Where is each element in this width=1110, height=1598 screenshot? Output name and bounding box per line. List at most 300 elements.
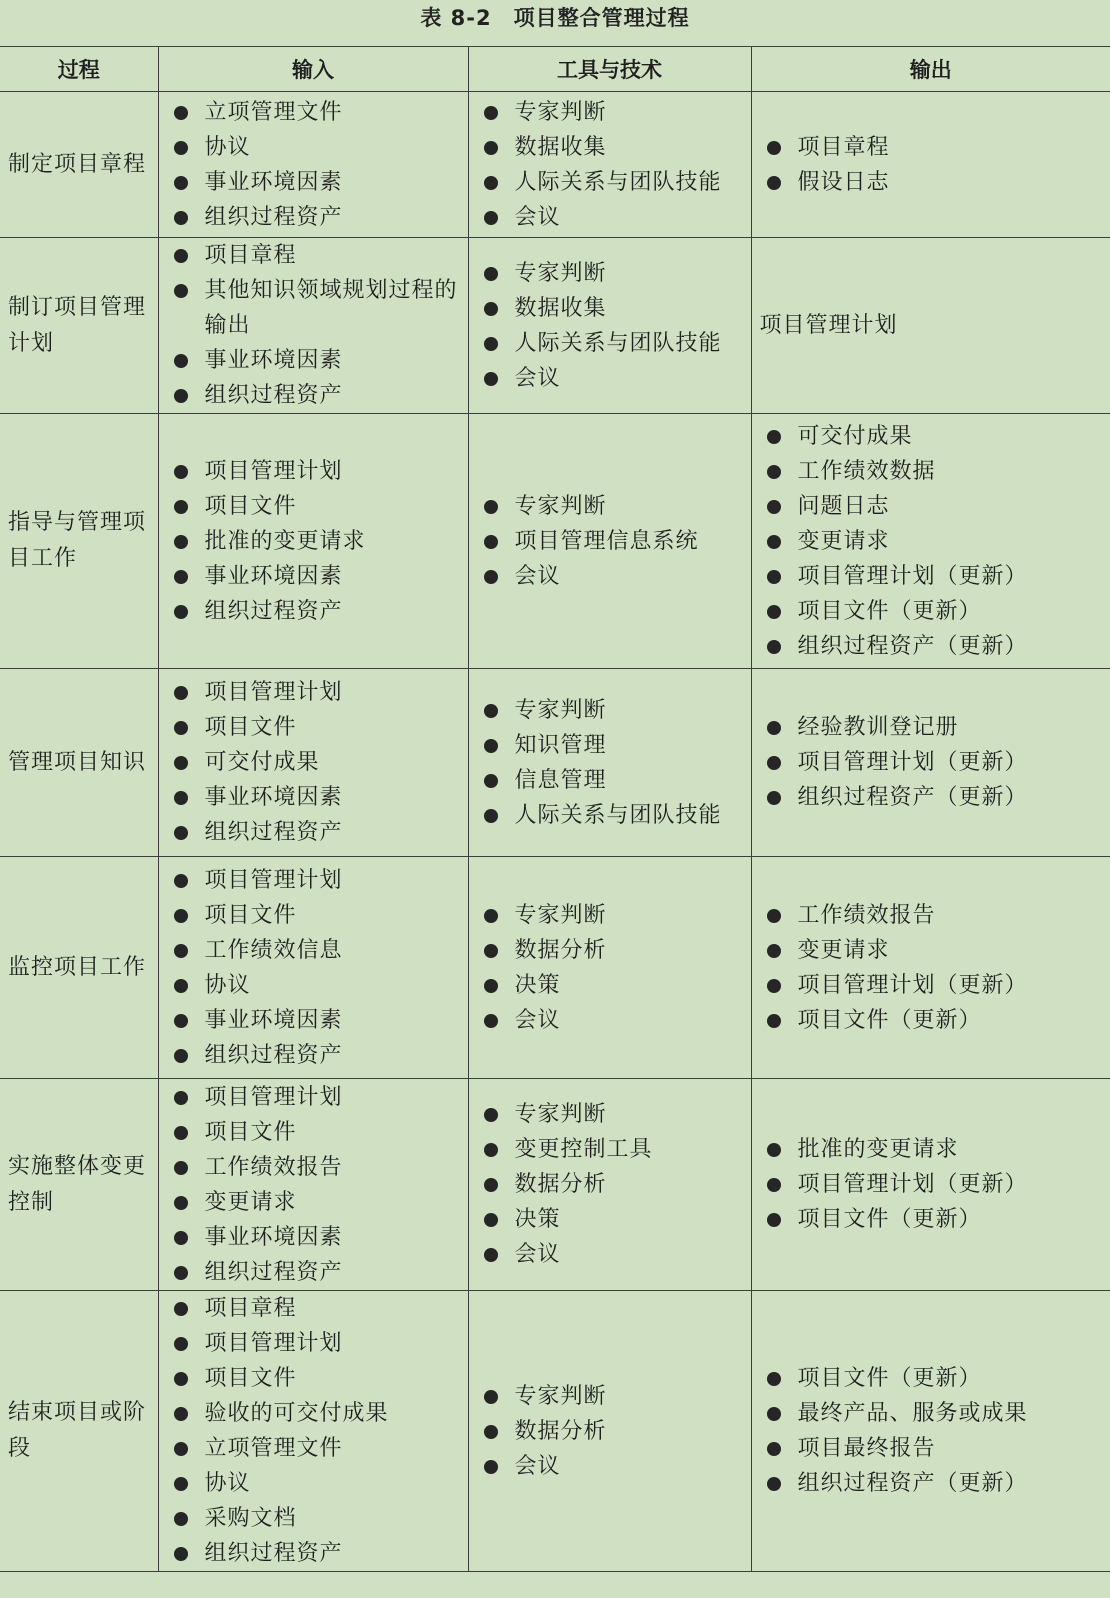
- bullet-icon: [484, 176, 498, 190]
- list-item: [764, 780, 1103, 815]
- bullet-icon: [174, 605, 188, 619]
- outputs-cell: [751, 669, 1110, 857]
- tools-cell: [468, 92, 751, 238]
- list-item: [171, 1080, 460, 1115]
- bullet-icon: [174, 909, 188, 923]
- list-item-text: 专家判断: [514, 1102, 607, 1127]
- inputs-cell: [158, 1291, 468, 1572]
- bullet-icon: [174, 1372, 188, 1386]
- outputs-cell-list: [752, 130, 1110, 200]
- list-item: [171, 1396, 460, 1431]
- tools-cell: [468, 669, 751, 857]
- list-item-text: 会议: [514, 365, 561, 391]
- bullet-icon: [174, 874, 188, 888]
- tools-cell-list: [469, 256, 751, 396]
- list-item-text: 项目管理计划: [204, 458, 343, 484]
- list-item: [764, 594, 1103, 629]
- list-item: [764, 419, 1103, 454]
- list-item: [764, 1167, 1103, 1202]
- outputs-cell: [751, 92, 1110, 238]
- list-item: [764, 629, 1103, 664]
- list-item: [481, 291, 743, 326]
- process-cell: [0, 238, 158, 414]
- bullet-icon: [484, 1108, 498, 1122]
- bullet-icon: [174, 1302, 188, 1316]
- list-item-text: 批准的变更请求: [204, 528, 366, 554]
- process-name: 制定项目章程: [8, 151, 147, 177]
- bullet-icon: [484, 267, 498, 281]
- bullet-icon: [767, 1143, 781, 1157]
- list-item-text: 会议: [514, 204, 561, 230]
- inputs-cell: [158, 414, 468, 669]
- bullet-icon: [484, 1143, 498, 1157]
- list-item-text: 项目文件: [204, 715, 297, 740]
- list-item: [481, 256, 743, 291]
- list-item-text: 项目管理计划: [204, 680, 343, 705]
- list-item-text: 组织过程资产: [204, 1259, 343, 1285]
- list-item-text: 项目最终报告: [797, 1436, 936, 1461]
- bullet-icon: [484, 500, 498, 514]
- tools-cell: [468, 1291, 751, 1572]
- inputs-cell-list: [159, 863, 468, 1073]
- list-item-text: 经验教训登记册: [797, 715, 959, 740]
- process-name: 监控项目工作: [8, 954, 147, 980]
- table-row: [0, 669, 1110, 857]
- table-body: [0, 92, 1110, 1572]
- table-row: [0, 1291, 1110, 1572]
- bullet-icon: [174, 211, 188, 225]
- tools-cell-list: [469, 95, 751, 235]
- list-item-text: 项目管理计划: [204, 1084, 343, 1110]
- table-row: [0, 857, 1110, 1079]
- list-item-text: 假设日志: [797, 169, 890, 195]
- list-item-text: 组织过程资产: [204, 204, 343, 230]
- list-item-text: 工作绩效报告: [204, 1154, 343, 1180]
- list-item-text: 项目管理信息系统: [514, 528, 699, 554]
- list-item-text: 项目文件（更新）: [797, 1207, 982, 1232]
- bullet-icon: [767, 1407, 781, 1421]
- bullet-icon: [174, 1407, 188, 1421]
- list-item-text: 项目文件: [204, 1119, 297, 1145]
- column-header-outputs: 输出: [751, 47, 1110, 92]
- bullet-icon: [174, 500, 188, 514]
- bullet-icon: [174, 1126, 188, 1140]
- list-item: [481, 200, 743, 235]
- outputs-cell: [751, 1291, 1110, 1572]
- list-item: [764, 1466, 1103, 1501]
- tools-cell-list: [469, 1379, 751, 1484]
- list-item: [171, 1150, 460, 1185]
- outputs-cell-list: [752, 1361, 1110, 1501]
- bullet-icon: [767, 1477, 781, 1491]
- bullet-icon: [174, 141, 188, 155]
- list-item: [171, 343, 460, 378]
- list-item: [481, 898, 743, 933]
- bullet-icon: [174, 721, 188, 735]
- bullet-icon: [174, 176, 188, 190]
- list-item-text: 项目管理计划: [204, 1331, 343, 1356]
- list-item-text: 可交付成果: [204, 750, 320, 775]
- list-item: [764, 898, 1103, 933]
- bullet-icon: [484, 302, 498, 316]
- column-header-inputs: 输入: [158, 47, 468, 92]
- list-item-text: 项目章程: [204, 243, 297, 268]
- list-item: [171, 815, 460, 850]
- list-item-text: 变更控制工具: [514, 1137, 653, 1162]
- list-item: [481, 798, 743, 833]
- list-item-text: 数据分析: [514, 1418, 607, 1444]
- list-item: [764, 745, 1103, 780]
- bullet-icon: [174, 1014, 188, 1028]
- bullet-icon: [484, 570, 498, 584]
- list-item-text: 可交付成果: [797, 423, 913, 449]
- list-item-text: 数据收集: [514, 134, 607, 160]
- list-item: [481, 1449, 743, 1484]
- list-item-text: 工作绩效信息: [204, 937, 343, 963]
- list-item: [171, 200, 460, 235]
- bullet-icon: [767, 1372, 781, 1386]
- inputs-cell: [158, 857, 468, 1079]
- list-item-text: 人际关系与团队技能: [514, 330, 722, 356]
- list-item: [171, 1466, 460, 1501]
- list-item: [481, 95, 743, 130]
- list-item-text: 变更请求: [204, 1189, 297, 1215]
- list-item: [171, 165, 460, 200]
- list-item-text: 专家判断: [514, 1383, 607, 1409]
- header-row: [0, 47, 1110, 92]
- list-item: [171, 594, 460, 629]
- list-item: [171, 454, 460, 489]
- list-item-text: 组织过程资产（更新）: [797, 1471, 1028, 1496]
- list-item: [171, 1255, 460, 1290]
- list-item-text: 会议: [514, 563, 561, 589]
- bullet-icon: [767, 141, 781, 155]
- list-item-text: 决策: [514, 972, 561, 998]
- list-item: [171, 1003, 460, 1038]
- list-item-text: 协议: [204, 1471, 251, 1496]
- list-item-text: 组织过程资产: [204, 1541, 343, 1566]
- list-item-text: 专家判断: [514, 493, 607, 519]
- list-item: [481, 693, 743, 728]
- bullet-icon: [767, 909, 781, 923]
- list-item-text: 变更请求: [797, 937, 890, 963]
- list-item-text: 项目文件（更新）: [797, 598, 982, 624]
- list-item-text: 人际关系与团队技能: [514, 169, 722, 195]
- list-item: [764, 1132, 1103, 1167]
- process-name: 实施整体变更控制: [8, 1153, 147, 1215]
- list-item-text: 组织过程资产（更新）: [797, 785, 1028, 810]
- inputs-cell: [158, 238, 468, 414]
- inputs-cell-list: [159, 1291, 468, 1571]
- list-item-text: 项目文件（更新）: [797, 1366, 982, 1391]
- bullet-icon: [484, 1213, 498, 1227]
- list-item-text: 事业环境因素: [204, 563, 343, 589]
- bullet-icon: [767, 430, 781, 444]
- bullet-icon: [484, 979, 498, 993]
- list-item-text: 事业环境因素: [204, 169, 343, 195]
- list-item-text: 会议: [514, 1007, 561, 1033]
- outputs-cell-list: [752, 710, 1110, 815]
- bullet-icon: [174, 1091, 188, 1105]
- list-item: [764, 1431, 1103, 1466]
- list-item: [481, 933, 743, 968]
- bullet-icon: [174, 1547, 188, 1561]
- inputs-cell: [158, 1079, 468, 1291]
- bullet-icon: [767, 721, 781, 735]
- outputs-cell: [751, 1079, 1110, 1291]
- table-row: [0, 414, 1110, 669]
- tools-cell: [468, 238, 751, 414]
- list-item: [171, 710, 460, 745]
- list-item: [171, 675, 460, 710]
- list-item: [764, 489, 1103, 524]
- list-item-text: 专家判断: [514, 99, 607, 125]
- list-item-text: 工作绩效报告: [797, 902, 936, 928]
- list-item-text: 事业环境因素: [204, 785, 343, 810]
- list-item-text: 决策: [514, 1207, 561, 1232]
- inputs-cell: [158, 92, 468, 238]
- tools-cell-list: [469, 1097, 751, 1272]
- list-item: [481, 1237, 743, 1272]
- bullet-icon: [767, 500, 781, 514]
- list-item: [764, 933, 1103, 968]
- inputs-cell-list: [159, 454, 468, 629]
- list-item: [171, 1536, 460, 1571]
- bullet-icon: [174, 249, 188, 263]
- bullet-icon: [174, 106, 188, 120]
- bullet-icon: [484, 739, 498, 753]
- bullet-icon: [767, 570, 781, 584]
- bullet-icon: [767, 756, 781, 770]
- bullet-icon: [174, 570, 188, 584]
- list-item: [764, 559, 1103, 594]
- bullet-icon: [174, 1337, 188, 1351]
- list-item: [171, 863, 460, 898]
- tools-cell: [468, 1079, 751, 1291]
- list-item-text: 事业环境因素: [204, 1007, 343, 1033]
- list-item-text: 协议: [204, 972, 251, 998]
- process-cell: [0, 414, 158, 669]
- list-item-text: 信息管理: [514, 767, 607, 793]
- bullet-icon: [484, 211, 498, 225]
- list-item-text: 数据收集: [514, 295, 607, 321]
- list-item-text: 批准的变更请求: [797, 1137, 959, 1162]
- list-item: [764, 454, 1103, 489]
- list-item: [171, 898, 460, 933]
- list-item: [171, 968, 460, 1003]
- bullet-icon: [174, 1161, 188, 1175]
- bullet-icon: [174, 979, 188, 993]
- list-item: [481, 1202, 743, 1237]
- list-item: [171, 559, 460, 594]
- list-item: [481, 728, 743, 763]
- list-item-text: 组织过程资产: [204, 1042, 343, 1068]
- outputs-cell-list: [752, 1132, 1110, 1237]
- bullet-icon: [767, 1442, 781, 1456]
- list-item-text: 项目管理计划（更新）: [797, 750, 1028, 775]
- list-item-text: 组织过程资产: [204, 383, 343, 408]
- process-cell: [0, 1291, 158, 1572]
- outputs-cell: [751, 857, 1110, 1079]
- list-item: [481, 1097, 743, 1132]
- outputs-cell: [751, 238, 1110, 414]
- table-row: [0, 1079, 1110, 1291]
- list-item-text: 变更请求: [797, 528, 890, 554]
- outputs-cell-list: [752, 419, 1110, 664]
- list-item: [764, 1361, 1103, 1396]
- tools-cell: [468, 857, 751, 1079]
- bullet-icon: [484, 1178, 498, 1192]
- list-item-text: 项目章程: [797, 134, 890, 160]
- list-item: [481, 1414, 743, 1449]
- column-header-process: 过程: [0, 47, 158, 92]
- list-item: [171, 489, 460, 524]
- list-item: [481, 968, 743, 1003]
- bullet-icon: [484, 372, 498, 386]
- outputs-cell-text: 项目管理计划: [759, 313, 898, 338]
- list-item-text: 项目管理计划（更新）: [797, 563, 1028, 589]
- list-item-text: 项目管理计划: [204, 867, 343, 893]
- bullet-icon: [174, 1266, 188, 1280]
- list-item-text: 验收的可交付成果: [204, 1401, 389, 1426]
- list-item-text: 专家判断: [514, 902, 607, 928]
- bullet-icon: [174, 535, 188, 549]
- bullet-icon: [484, 1460, 498, 1474]
- list-item-text: 会议: [514, 1453, 561, 1479]
- list-item-text: 人际关系与团队技能: [514, 802, 722, 828]
- list-item-text: 知识管理: [514, 732, 607, 758]
- bullet-icon: [767, 176, 781, 190]
- process-name: 管理项目知识: [8, 749, 147, 775]
- table-row: [0, 238, 1110, 414]
- bullet-icon: [174, 1512, 188, 1526]
- list-item: [171, 1431, 460, 1466]
- list-item: [764, 165, 1103, 200]
- list-item: [481, 1132, 743, 1167]
- process-name: 指导与管理项目工作: [8, 510, 147, 571]
- bullet-icon: [174, 1196, 188, 1210]
- list-item: [171, 130, 460, 165]
- bullet-icon: [484, 944, 498, 958]
- outputs-cell-list: [752, 898, 1110, 1038]
- inputs-cell-list: [159, 95, 468, 235]
- list-item-text: 组织过程资产: [204, 598, 343, 624]
- bullet-icon: [767, 979, 781, 993]
- list-item: [764, 524, 1103, 559]
- list-item: [171, 1291, 460, 1326]
- list-item: [171, 273, 460, 343]
- list-item: [481, 489, 743, 524]
- list-item-text: 数据分析: [514, 937, 607, 963]
- list-item: [481, 1003, 743, 1038]
- bullet-icon: [174, 284, 188, 298]
- column-header-tools: 工具与技术: [468, 47, 751, 92]
- bullet-icon: [767, 1213, 781, 1227]
- list-item-text: 工作绩效数据: [797, 458, 936, 484]
- tools-cell-list: [469, 693, 751, 833]
- list-item: [171, 780, 460, 815]
- list-item-text: 协议: [204, 134, 251, 160]
- bullet-icon: [174, 389, 188, 403]
- bullet-icon: [174, 756, 188, 770]
- list-item: [764, 1003, 1103, 1038]
- tools-cell-list: [469, 898, 751, 1038]
- process-cell: [0, 857, 158, 1079]
- bullet-icon: [767, 1014, 781, 1028]
- process-cell: [0, 92, 158, 238]
- process-name: 制订项目管理计划: [8, 294, 147, 356]
- list-item: [481, 559, 743, 594]
- bullet-icon: [484, 1014, 498, 1028]
- integration-management-table: [0, 46, 1110, 1572]
- list-item-text: 事业环境因素: [204, 1224, 343, 1250]
- list-item: [171, 95, 460, 130]
- bullet-icon: [767, 640, 781, 654]
- list-item-text: 立项管理文件: [204, 99, 343, 125]
- list-item-text: 组织过程资产: [204, 820, 343, 845]
- list-item: [171, 1501, 460, 1536]
- list-item: [171, 1220, 460, 1255]
- list-item-text: 其他知识领域规划过程的输出: [204, 278, 458, 338]
- inputs-cell-list: [159, 1080, 468, 1290]
- list-item: [481, 1379, 743, 1414]
- list-item: [171, 1115, 460, 1150]
- bullet-icon: [484, 1425, 498, 1439]
- bullet-icon: [174, 465, 188, 479]
- table-row: [0, 92, 1110, 238]
- list-item: [171, 1361, 460, 1396]
- list-item: [764, 968, 1103, 1003]
- bullet-icon: [484, 106, 498, 120]
- bullet-icon: [484, 909, 498, 923]
- bullet-icon: [174, 826, 188, 840]
- tools-cell: [468, 414, 751, 669]
- bullet-icon: [174, 1477, 188, 1491]
- bullet-icon: [767, 605, 781, 619]
- list-item: [481, 763, 743, 798]
- list-item: [481, 524, 743, 559]
- list-item-text: 问题日志: [797, 493, 890, 519]
- list-item-text: 最终产品、服务或成果: [797, 1401, 1028, 1426]
- list-item: [171, 1326, 460, 1361]
- bullet-icon: [174, 791, 188, 805]
- bullet-icon: [767, 944, 781, 958]
- list-item: [171, 933, 460, 968]
- list-item: [481, 326, 743, 361]
- list-item: [481, 361, 743, 396]
- bullet-icon: [484, 809, 498, 823]
- list-item-text: 组织过程资产（更新）: [797, 633, 1028, 659]
- list-item: [171, 378, 460, 413]
- list-item: [171, 238, 460, 273]
- bullet-icon: [484, 1390, 498, 1404]
- list-item-text: 项目管理计划（更新）: [797, 1172, 1028, 1197]
- table-title: 表 8-2 项目整合管理过程: [420, 6, 690, 30]
- bullet-icon: [767, 535, 781, 549]
- bullet-icon: [174, 354, 188, 368]
- list-item: [171, 1185, 460, 1220]
- bullet-icon: [174, 1442, 188, 1456]
- list-item-text: 专家判断: [514, 260, 607, 286]
- bullet-icon: [484, 774, 498, 788]
- outputs-cell: [751, 414, 1110, 669]
- list-item: [764, 1202, 1103, 1237]
- list-item-text: 专家判断: [514, 697, 607, 723]
- bullet-icon: [174, 686, 188, 700]
- list-item-text: 数据分析: [514, 1172, 607, 1197]
- process-cell: [0, 669, 158, 857]
- list-item: [171, 1038, 460, 1073]
